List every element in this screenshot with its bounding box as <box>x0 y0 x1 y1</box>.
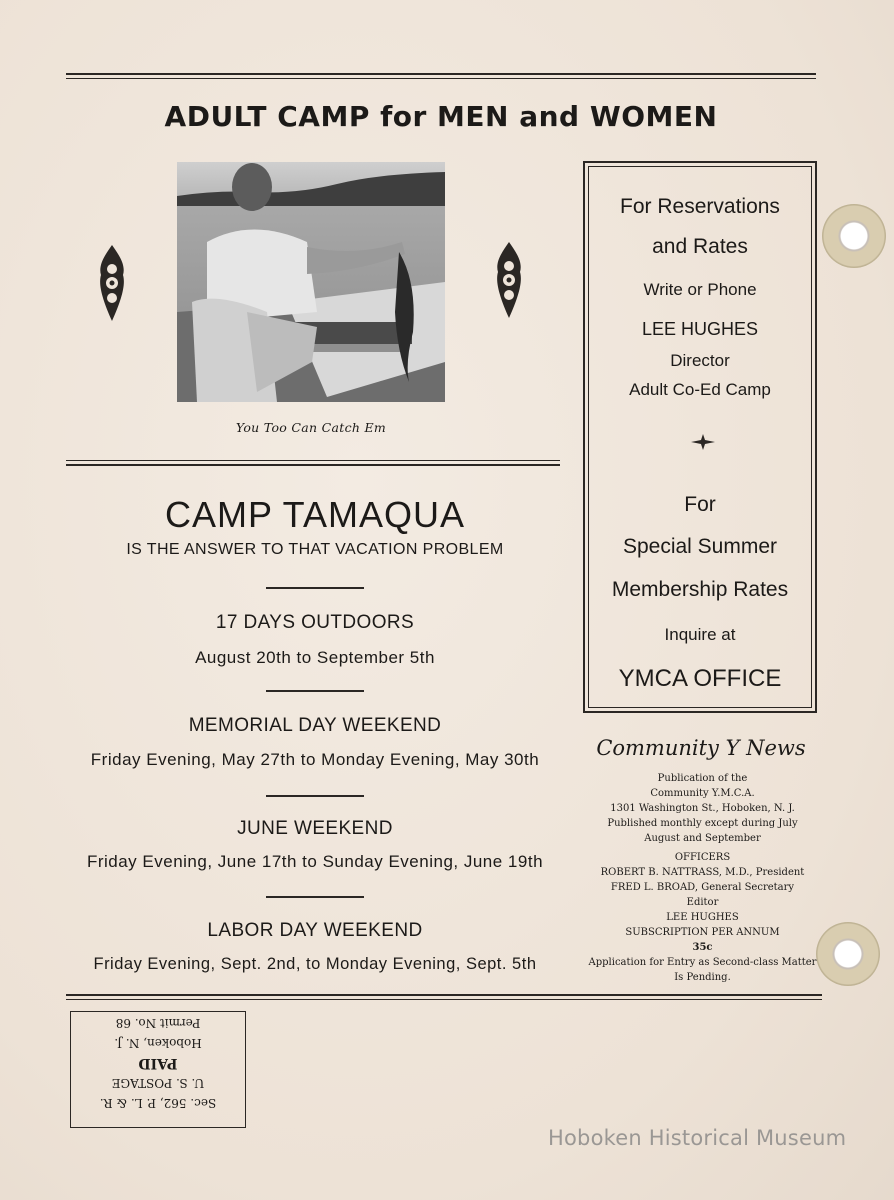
permit-line: U. S. POSTAGE <box>111 1076 205 1090</box>
divider <box>266 896 364 898</box>
membership-line: For <box>684 493 716 516</box>
newsletter-line: OFFICERS <box>674 852 731 863</box>
permit-line: Sec. 562, P. L. & R. <box>99 1096 217 1110</box>
newsletter-line: Published monthly except during July <box>607 818 798 829</box>
left-ornament <box>97 245 127 321</box>
divider <box>266 795 364 797</box>
event-heading: LABOR DAY WEEKEND <box>207 920 423 941</box>
reservations-line: Write or Phone <box>643 280 757 299</box>
postage-permit-text <box>71 1012 245 1127</box>
newsletter-line: Is Pending. <box>674 972 731 983</box>
right-ornament <box>494 242 524 318</box>
membership-line: Inquire at <box>664 625 736 644</box>
permit-line: PAID <box>138 1055 178 1071</box>
section-rule-thick <box>66 464 560 466</box>
newsletter-line: 35c <box>692 942 713 953</box>
cross-ornament <box>691 434 715 450</box>
museum-watermark: Hoboken Historical Museum <box>548 1126 847 1150</box>
director-camp: Adult Co-Ed Camp <box>629 380 771 399</box>
newsletter-title: Community Y News <box>596 736 806 760</box>
newsletter-line: Community Y.M.C.A. <box>650 788 755 799</box>
top-rule <box>66 73 816 75</box>
top-rule-thin <box>66 78 816 79</box>
newsletter-line: Editor <box>686 897 719 908</box>
membership-line: Membership Rates <box>611 578 789 601</box>
newsletter-line: ROBERT B. NATTRASS, M.D., President <box>600 867 805 878</box>
membership-line: Special Summer <box>622 535 778 558</box>
reservations-box <box>583 161 817 713</box>
newsletter-line: Application for Entry as Second-class Matter <box>588 957 817 968</box>
page-title: ADULT CAMP for MEN and WOMEN <box>164 100 718 133</box>
permit-line: Permit No. 68 <box>115 1016 201 1030</box>
divider <box>266 587 364 589</box>
event-dates: Friday Evening, May 27th to Monday Evening, May 30th <box>90 750 540 769</box>
newsletter-line: Publication of the <box>657 773 748 784</box>
event-dates: August 20th to September 5th <box>195 648 435 667</box>
reservations-line: For Reservations <box>620 195 780 218</box>
fishing-photo <box>177 162 445 402</box>
binder-hole <box>822 204 886 268</box>
permit-line: Hoboken, N. J. <box>114 1036 202 1050</box>
postage-permit <box>70 1011 246 1128</box>
bottom-rule-thin <box>66 999 822 1000</box>
bottom-rule <box>66 994 822 996</box>
camp-tagline: IS THE ANSWER TO THAT VACATION PROBLEM <box>126 541 504 558</box>
newsletter-line: SUBSCRIPTION PER ANNUM <box>625 927 780 938</box>
newsletter-line: LEE HUGHES <box>666 912 739 923</box>
section-rule <box>66 460 560 461</box>
director-title: Director <box>670 351 730 370</box>
reservations-line: and Rates <box>652 235 748 258</box>
newsletter-line: 1301 Washington St., Hoboken, N. J. <box>610 803 795 814</box>
director-name: LEE HUGHES <box>641 319 759 339</box>
newsletter-line: August and September <box>644 833 761 844</box>
photo-caption: You Too Can Catch Em <box>235 420 387 435</box>
event-dates: Friday Evening, Sept. 2nd, to Monday Evening, Sept. 5th <box>93 955 537 973</box>
event-heading: MEMORIAL DAY WEEKEND <box>188 715 442 736</box>
office-name: YMCA OFFICE <box>618 665 782 692</box>
reservations-box-inner <box>588 166 812 708</box>
newsletter-line: FRED L. BROAD, General Secretary <box>610 882 795 893</box>
event-heading: 17 DAYS OUTDOORS <box>215 612 415 633</box>
newsletter-info <box>580 771 825 985</box>
event-heading: JUNE WEEKEND <box>237 818 393 839</box>
binder-hole <box>816 922 880 986</box>
divider <box>266 690 364 692</box>
event-dates: Friday Evening, June 17th to Sunday Evening, June 19th <box>86 852 544 871</box>
camp-name: CAMP TAMAQUA <box>164 494 466 535</box>
